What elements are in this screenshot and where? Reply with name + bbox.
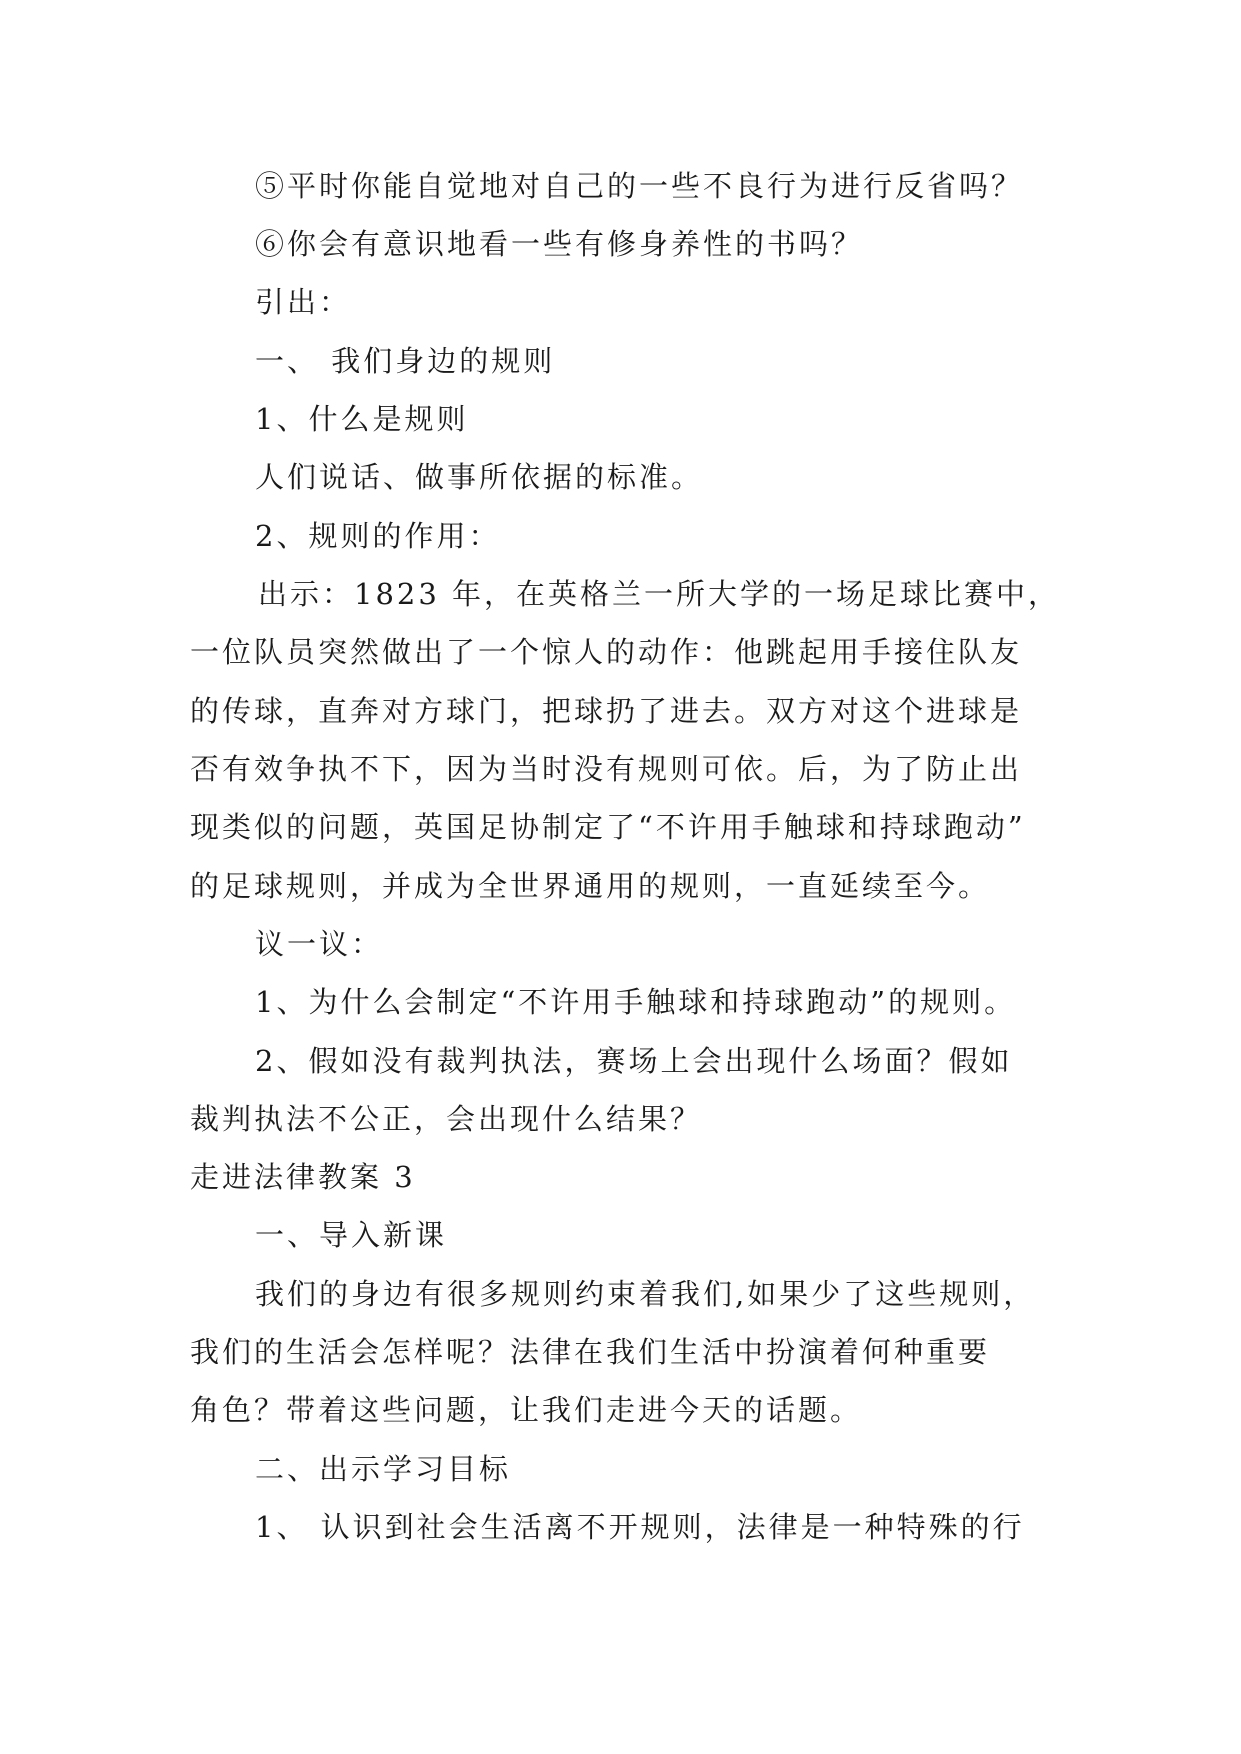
text-line: 现类似的问题，英国足协制定了“不许用手触球和持球跑动” bbox=[190, 810, 1026, 844]
text-line: 的传球，直奔对方球门，把球扔了进去。双方对这个进球是 bbox=[190, 694, 1023, 728]
text-line: ⑥你会有意识地看一些有修身养性的书吗？ bbox=[255, 227, 864, 261]
text-line: 2、假如没有裁判执法，赛场上会出现什么场面？假如 bbox=[255, 1044, 1013, 1078]
text-line: 出示：1823 年，在英格兰一所大学的一场足球比赛中， bbox=[258, 577, 1061, 611]
text-line: 1、什么是规则 bbox=[255, 402, 469, 436]
text-line: 1、为什么会制定“不许用手触球和持球跑动”的规则。 bbox=[255, 985, 1017, 1019]
section-heading: 二、出示学习目标 bbox=[255, 1452, 512, 1486]
text-line: 否有效争执不下，因为当时没有规则可依。后，为了防止出 bbox=[190, 752, 1023, 786]
text-line: 人们说话、做事所依据的标准。 bbox=[255, 460, 704, 494]
text-line: 角色？带着这些问题，让我们走进今天的话题。 bbox=[190, 1393, 863, 1427]
section-heading: 一、导入新课 bbox=[255, 1218, 448, 1252]
text-line: 引出： bbox=[255, 285, 352, 319]
section-heading: 一、 我们身边的规则 bbox=[255, 344, 556, 378]
text-line: 裁判执法不公正，会出现什么结果？ bbox=[190, 1102, 703, 1136]
document-title: 走进法律教案 3 bbox=[190, 1160, 416, 1194]
text-line: 我们的身边有很多规则约束着我们,如果少了这些规则， bbox=[255, 1277, 1036, 1311]
text-line: 2、规则的作用： bbox=[255, 519, 501, 553]
text-line: 1、 认识到社会生活离不开规则，法律是一种特殊的行 bbox=[255, 1510, 1025, 1544]
text-line: 我们的生活会怎样呢？法律在我们生活中扮演着何种重要 bbox=[190, 1335, 991, 1369]
text-line: 的足球规则，并成为全世界通用的规则，一直延续至今。 bbox=[190, 869, 991, 903]
text-line: 一位队员突然做出了一个惊人的动作：他跳起用手接住队友 bbox=[190, 635, 1023, 669]
text-line: 议一议： bbox=[255, 927, 384, 961]
text-line: ⑤平时你能自觉地对自己的一些不良行为进行反省吗？ bbox=[255, 169, 1024, 203]
